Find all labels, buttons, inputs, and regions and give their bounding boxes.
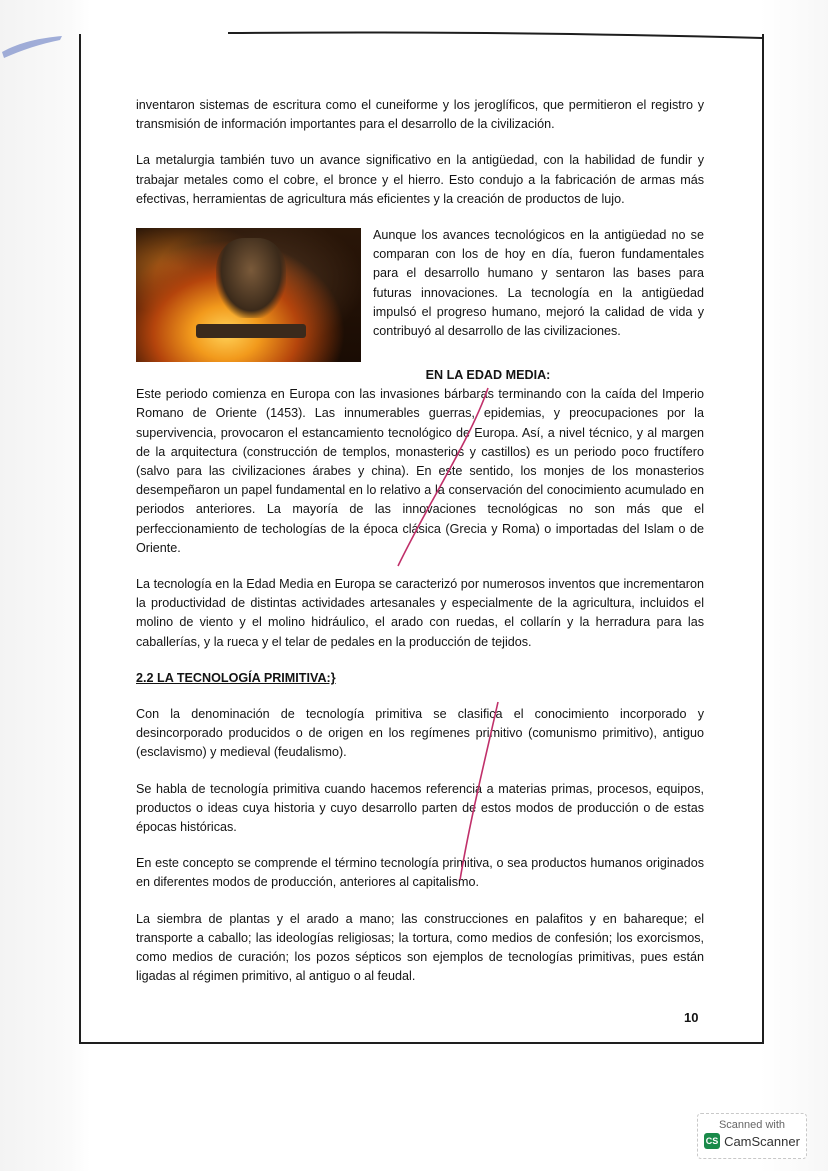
paragraph-denominacion: Con la denominación de tecnología primitiva se clasifica el conocimiento incorporado y desincorporado producidos o de origen en los regímenes primitivo (comunismo primitivo), antiguo (esclavismo) y medieval (feudalismo). bbox=[136, 707, 704, 760]
camscanner-watermark bbox=[697, 1113, 807, 1159]
heading-edad-media: EN LA EDAD MEDIA: bbox=[425, 368, 551, 383]
camscanner-logo-icon: CS bbox=[704, 1133, 720, 1149]
section-heading-tecnologia-primitiva: 2.2 LA TECNOLOGÍA PRIMITIVA:} bbox=[136, 670, 336, 685]
paragraph-edad-media-inventos: La tecnología en la Edad Media en Europa se caracterizó por numerosos inventos que incrementaron la productividad de distintas actividades artesanales y especialmente de la agricultura, incluidos el molino de viento y el molino hidráulico, el arado con ruedas, el collarín y la herradura para las caballerías, y la rueca y el telar de pedales en la producción de tejidos. bbox=[136, 577, 704, 649]
blacksmith-figure bbox=[216, 238, 286, 318]
page-number: 10 bbox=[684, 1010, 699, 1025]
watermark-top-text: Scanned with bbox=[718, 1119, 786, 1131]
paragraph-concepto: En este concepto se comprende el término tecnología primitiva, o sea productos humanos originados en diferentes modos de producción, anteriores al capitalismo. bbox=[136, 856, 704, 890]
paragraph-ejemplos: La siembra de plantas y el arado a mano; las construcciones en palafitos y en bahareque; el transporte a caballo; las ideologías religiosas; la tortura, como medios de confesión; los exorcismos, como medios de curación; los pozos sépticos son ejemplos de tecnologías primitivas, pues están ligadas al régimen primitivo, al antiguo o al feudal. bbox=[136, 911, 704, 984]
paragraph-edad-media-periodo: Este periodo comienza en Europa con las invasiones bárbaras terminando con la caída del Imperio Romano de Oriente (1453). Las innumerables guerras, epidemias, y preocupaciones por la supervivencia, provocaron el estancamiento tecnológico de Europa. Así, a nivel técnico, y al margen de la arquitectura (construcción de templos, monasterios y castillos) es un periodo poco fructífero (salvo para las civilizaciones árabes y china). En este sentido, los monjes de los monasterios desempeñaron un papel fundamental en lo relativo a la conservación del conocimiento acumulado en periodos anteriores. La mayoría de las innovaciones tecnológicas no son más que el perfeccionamiento de techologías de la época clásica (Grecia y Roma) o importadas del Islam o de Oriente. bbox=[136, 387, 704, 555]
paragraph-escritura: inventaron sistemas de escritura como el cuneiforme y los jeroglíficos, que permitieron el registro y transmisión de información importantes para el desarrollo de la civilización. bbox=[136, 98, 704, 132]
watermark-brand-text: CamScanner bbox=[724, 1133, 800, 1149]
watermark-brand-row bbox=[698, 1133, 806, 1149]
paragraph-referencia: Se habla de tecnología primitiva cuando hacemos referencia a materias primas, procesos, equipos, productos o ideas cuya historia y cuyo desarrollo parten de estos modos de producción o de estas épocas históricas. bbox=[136, 781, 704, 835]
anvil-shape bbox=[196, 324, 306, 338]
pen-stroke-mark bbox=[0, 30, 70, 70]
blacksmith-forge-image bbox=[136, 228, 361, 362]
paragraph-avances-antiguedad: Aunque los avances tecnológicos en la antigüedad no se comparan con los de hoy en día, fueron fundamentales para el desarrollo humano y sentaron las bases para futuras innovaciones. La tecnología en la antigüedad impulsó el progreso humano, mejoró la calidad de vida y contribuyó al desarrollo de las civilizaciones. bbox=[373, 228, 704, 339]
paragraph-metalurgia: La metalurgia también tuvo un avance significativo en la antigüedad, con la habilidad de fundir y trabajar metales como el cobre, el bronce y el hierro. Esto condujo a la fabricación de armas más efectivas, herramientas de agricultura más eficientes y la creación de productos de lujo. bbox=[136, 153, 704, 206]
document-body bbox=[136, 96, 704, 987]
